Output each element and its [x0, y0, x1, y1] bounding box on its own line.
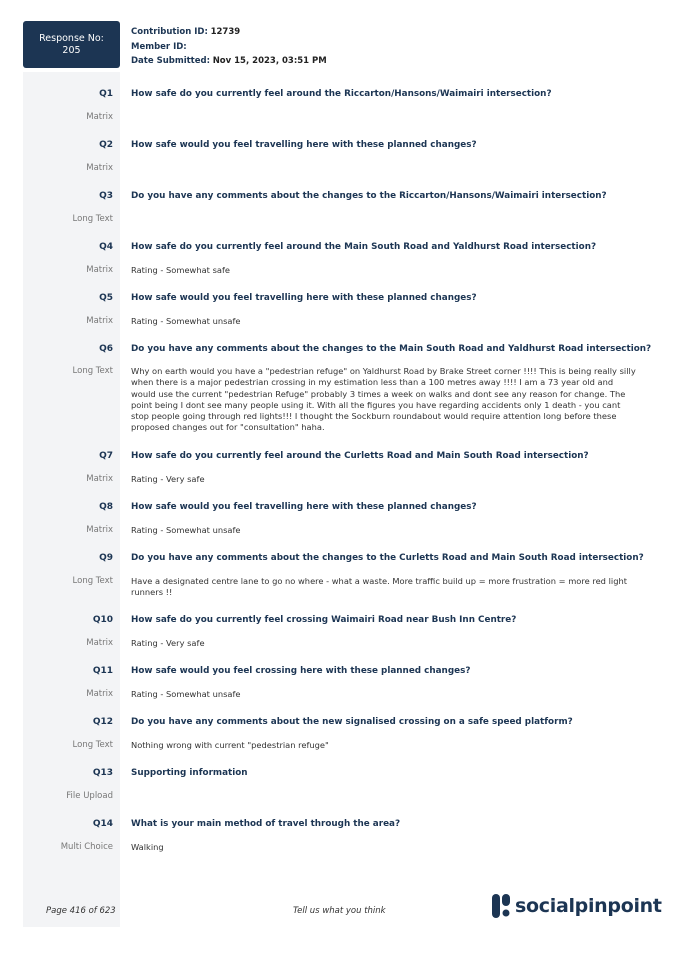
answer-text: Nothing wrong with current "pedestrian refuge": [131, 740, 329, 750]
question-type: Matrix: [86, 265, 113, 275]
contribution-id: 12739: [210, 27, 241, 37]
answer-text: Why on earth would you have a "pedestrian refuge" on Yaldhurst Road by Brake Street corner !!!! This is being really silly when there is a major pedestrian crossing in my estimation less than a 100 metres away !!!! I am a 73 year old and would use the current "pedestrian Refuge" probably 3 times a week on walks and dont see any reason for change. The point being I dont see many people using it. With all the figures you have regarding accidents only 1 death - you cant stop people going through red lights!!! I thought the Sockburn roundabout would require attention long before these proposed changes out for "consultation" haha.: [131, 366, 636, 433]
date-label: Date Submitted:: [131, 56, 210, 66]
question-number: Q5: [99, 293, 113, 303]
answer-text: Have a designated centre lane to go no where - what a waste. More traffic build up = more frustration = more red light runners !!: [131, 576, 627, 598]
question-type: Matrix: [86, 112, 113, 122]
question-type: Long Text: [72, 366, 113, 376]
question-text: How safe would you feel travelling here with these planned changes?: [131, 140, 477, 150]
question-text: How safe do you currently feel around the Riccarton/Hansons/Waimairi intersection?: [131, 89, 552, 99]
question-type: Matrix: [86, 163, 113, 173]
question-text: How safe do you currently feel around the Curletts Road and Main South Road intersection?: [131, 451, 589, 461]
question-type: Long Text: [72, 576, 113, 586]
pinpoint-logo-icon: [492, 894, 510, 918]
response-meta: [131, 25, 327, 69]
answer-text: Walking: [131, 842, 164, 852]
question-number: Q6: [99, 344, 113, 354]
question-text: How safe do you currently feel crossing Waimairi Road near Bush Inn Centre?: [131, 615, 517, 625]
question-number: Q12: [92, 717, 113, 727]
question-type: File Upload: [66, 791, 113, 801]
question-number: Q2: [99, 140, 113, 150]
question-type: Matrix: [86, 638, 113, 648]
question-text: Do you have any comments about the changes to the Curletts Road and Main South Road intersection?: [131, 553, 644, 563]
question-text: Supporting information: [131, 768, 248, 778]
answer-text: Rating - Somewhat unsafe: [131, 316, 241, 326]
question-number: Q10: [92, 615, 113, 625]
question-text: How safe do you currently feel around the Main South Road and Yaldhurst Road intersection?: [131, 242, 597, 252]
question-type: Long Text: [72, 740, 113, 750]
response-label: Response No:: [39, 32, 104, 44]
response-number: 205: [62, 44, 81, 56]
question-number: Q9: [99, 553, 113, 563]
question-type: Matrix: [86, 474, 113, 484]
question-number: Q13: [92, 768, 113, 778]
question-number: Q14: [92, 819, 113, 829]
question-number: Q1: [99, 89, 113, 99]
question-text: How safe would you feel crossing here with these planned changes?: [131, 666, 471, 676]
question-text: Do you have any comments about the new signalised crossing on a safe speed platform?: [131, 717, 573, 727]
brand-name: socialpinpoint: [515, 895, 662, 917]
question-type: Matrix: [86, 316, 113, 326]
date-submitted: Nov 15, 2023, 03:51 PM: [212, 56, 327, 66]
question-type: Matrix: [86, 689, 113, 699]
question-text: How safe would you feel travelling here with these planned changes?: [131, 293, 477, 303]
page-number: Page 416 of 623: [46, 906, 116, 916]
answer-text: Rating - Somewhat unsafe: [131, 525, 241, 535]
answer-text: Rating - Very safe: [131, 638, 205, 648]
question-number: Q8: [99, 502, 113, 512]
member-label: Member ID:: [131, 41, 187, 52]
question-text: How safe would you feel travelling here with these planned changes?: [131, 502, 477, 512]
question-number: Q11: [92, 666, 113, 676]
answer-text: Rating - Very safe: [131, 474, 205, 484]
question-number: Q3: [99, 191, 113, 201]
question-type: Multi Choice: [60, 842, 113, 852]
answer-text: Rating - Somewhat safe: [131, 265, 230, 275]
question-number: Q4: [99, 242, 113, 252]
footer-tagline: Tell us what you think: [293, 906, 386, 916]
contribution-label: Contribution ID:: [131, 27, 208, 37]
answer-text: Rating - Somewhat unsafe: [131, 689, 241, 699]
question-text: Do you have any comments about the changes to the Main South Road and Yaldhurst Road intersection?: [131, 344, 652, 354]
question-number: Q7: [99, 451, 113, 461]
response-number-box: [23, 21, 120, 68]
question-text: What is your main method of travel through the area?: [131, 819, 401, 829]
brand-logo: [492, 894, 662, 918]
question-text: Do you have any comments about the changes to the Riccarton/Hansons/Waimairi intersection?: [131, 191, 607, 201]
question-type: Matrix: [86, 525, 113, 535]
question-type: Long Text: [72, 214, 113, 224]
